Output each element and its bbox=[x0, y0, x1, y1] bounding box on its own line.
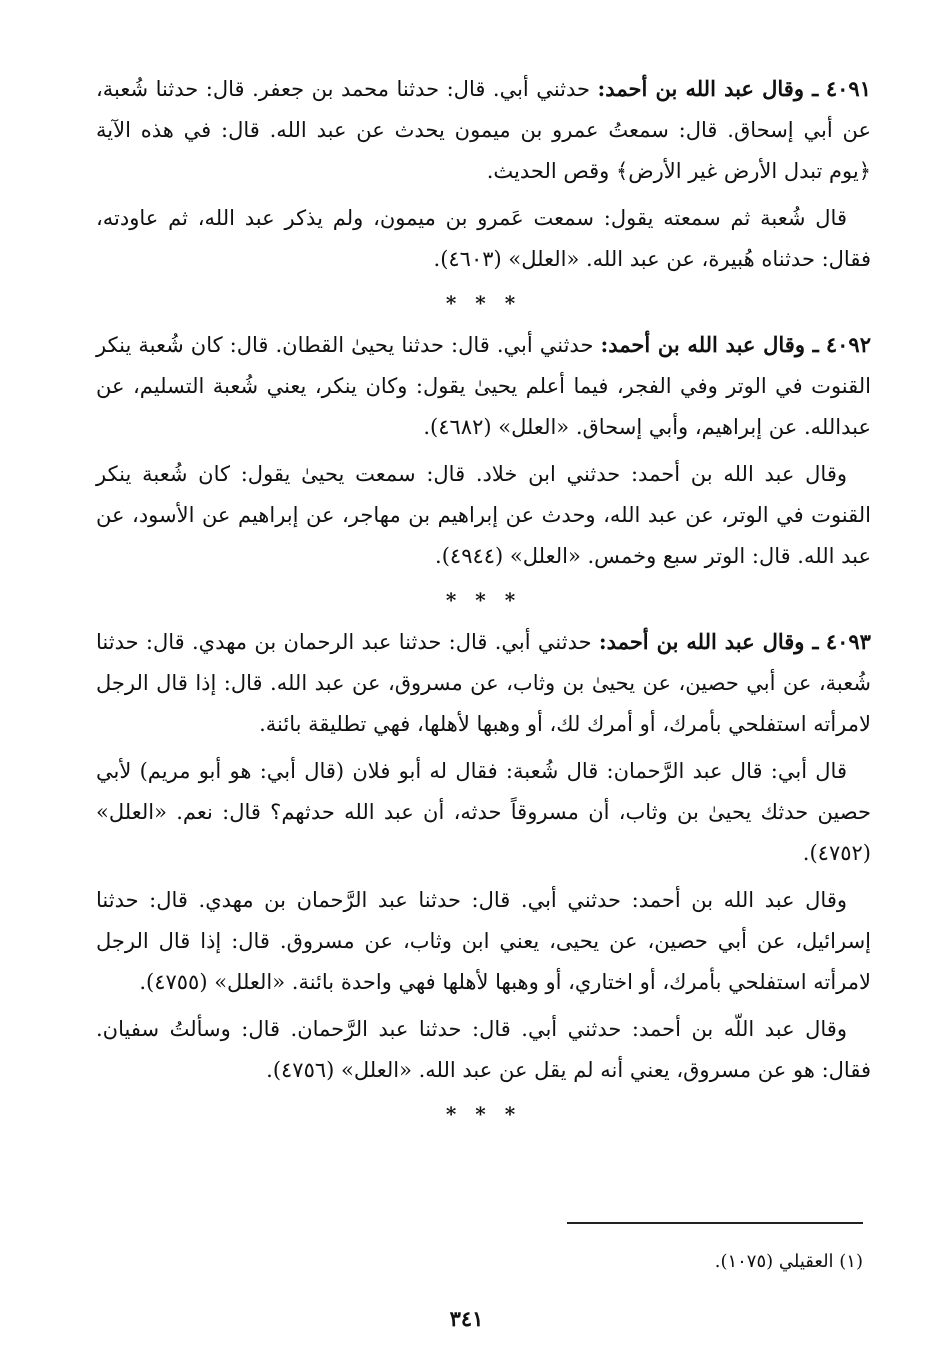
entry-paragraph: قال شُعبة ثم سمعته يقول: سمعت عَمرو بن ميمون، ولم يذكر عبد الله، ثم عاودته، فقال: حدثناه هُبيرة، عن عبد الله. «العلل» (٤٦٠٣). bbox=[96, 206, 871, 271]
entry-paragraph bbox=[96, 621, 871, 745]
entry-4091 bbox=[96, 68, 871, 280]
entry-text: حدثني أبي. قال: حدثنا محمد بن جعفر. قال: حدثنا شُعبة، عن أبي إسحاق. قال: سمعتُ عمرو بن ميمون يحدث عن عبد الله. قال: في هذه الآية ﴿يوم تبدل الأرض غير الأرض﴾ وقص الحديث. bbox=[96, 77, 871, 183]
footnote-rule bbox=[567, 1222, 863, 1224]
entry-4093 bbox=[96, 621, 871, 1091]
entry-text: حدثني أبي. قال: حدثنا يحيىٰ القطان. قال: كان شُعبة ينكر القنوت في الوتر وفي الفجر، فيما أعلم يحيىٰ يقول: وكان ينكر، يعني شُعبة التسليم، عن عبدالله. عن إبراهيم، وأبي إسحاق. «العلل» (٤٦٨٢). bbox=[96, 333, 871, 439]
entry-number: ٤٠٩٣ bbox=[825, 629, 871, 654]
entry-paragraph bbox=[96, 324, 871, 448]
entry-number: ٤٠٩٢ bbox=[825, 332, 871, 357]
entry-paragraph: وقال عبد اللّه بن أحمد: حدثني أبي. قال: حدثنا عبد الرَّحمان. قال: وسألتُ سفيان. فقال: هو عن مسروق، يعني أنه لم يقل عن عبد الله. «العلل» (٤٧٥٦). bbox=[96, 1017, 871, 1082]
entry-number: ٤٠٩١ bbox=[825, 76, 871, 101]
entry-heading: ـ وقال عبد الله بن أحمد: bbox=[598, 629, 819, 654]
page-content bbox=[96, 68, 871, 1135]
footnote: (١) العقيلي (١٠٧٥). bbox=[714, 1251, 863, 1272]
entry-4092 bbox=[96, 324, 871, 577]
entry-text: حدثني أبي. قال: حدثنا عبد الرحمان بن مهدي. قال: حدثنا شُعبة، عن أبي حصين، عن يحيىٰ بن وثاب، عن مسروق، عن عبد الله. قال: إذا قال الرجل لامرأته استفلحي بأمرك، أو أمرك لك، أو وهبها لأهلها، فهي تطليقة بائنة. bbox=[96, 630, 871, 736]
entry-paragraph: قال أبي: قال عبد الرَّحمان: قال شُعبة: فقال له أبو فلان (قال أبي: هو أبو مريم) لأبي حصين حدثك يحيىٰ بن وثاب، أن مسروقاً حدثه، أن عبد الله حدثهم؟ قال: نعم. «العلل» (٤٧٥٢). bbox=[96, 759, 871, 865]
entry-paragraph: وقال عبد الله بن أحمد: حدثني أبي. قال: حدثنا عبد الرَّحمان بن مهدي. قال: حدثنا إسرائيل، عن أبي حصين، عن يحيى، يعني ابن وثاب، عن مسروق. قال: إذا قال الرجل لامرأته استفلحي بأمرك، أو اختاري، أو وهبها لأهلها فهي واحدة بائنة. «العلل» (٤٧٥٥). bbox=[96, 888, 871, 994]
page-number: ٣٤١ bbox=[449, 1306, 484, 1331]
section-separator: * * * bbox=[445, 291, 522, 315]
entry-heading: ـ وقال عبد الله بن أحمد: bbox=[600, 332, 819, 357]
entry-heading: ـ وقال عبد الله بن أحمد: bbox=[597, 76, 819, 101]
entry-paragraph: وقال عبد الله بن أحمد: حدثني ابن خلاد. قال: سمعت يحيىٰ يقول: كان شُعبة ينكر القنوت في الوتر، عن عبد الله، وحدث عن إبراهيم بن مهاجر، عن إبراهيم عن الأسود، عن عبد الله. قال: الوتر سبع وخمس. «العلل» (٤٩٤٤). bbox=[96, 462, 871, 568]
section-separator: * * * bbox=[445, 1102, 522, 1126]
section-separator: * * * bbox=[445, 588, 522, 612]
entry-paragraph bbox=[96, 68, 871, 192]
